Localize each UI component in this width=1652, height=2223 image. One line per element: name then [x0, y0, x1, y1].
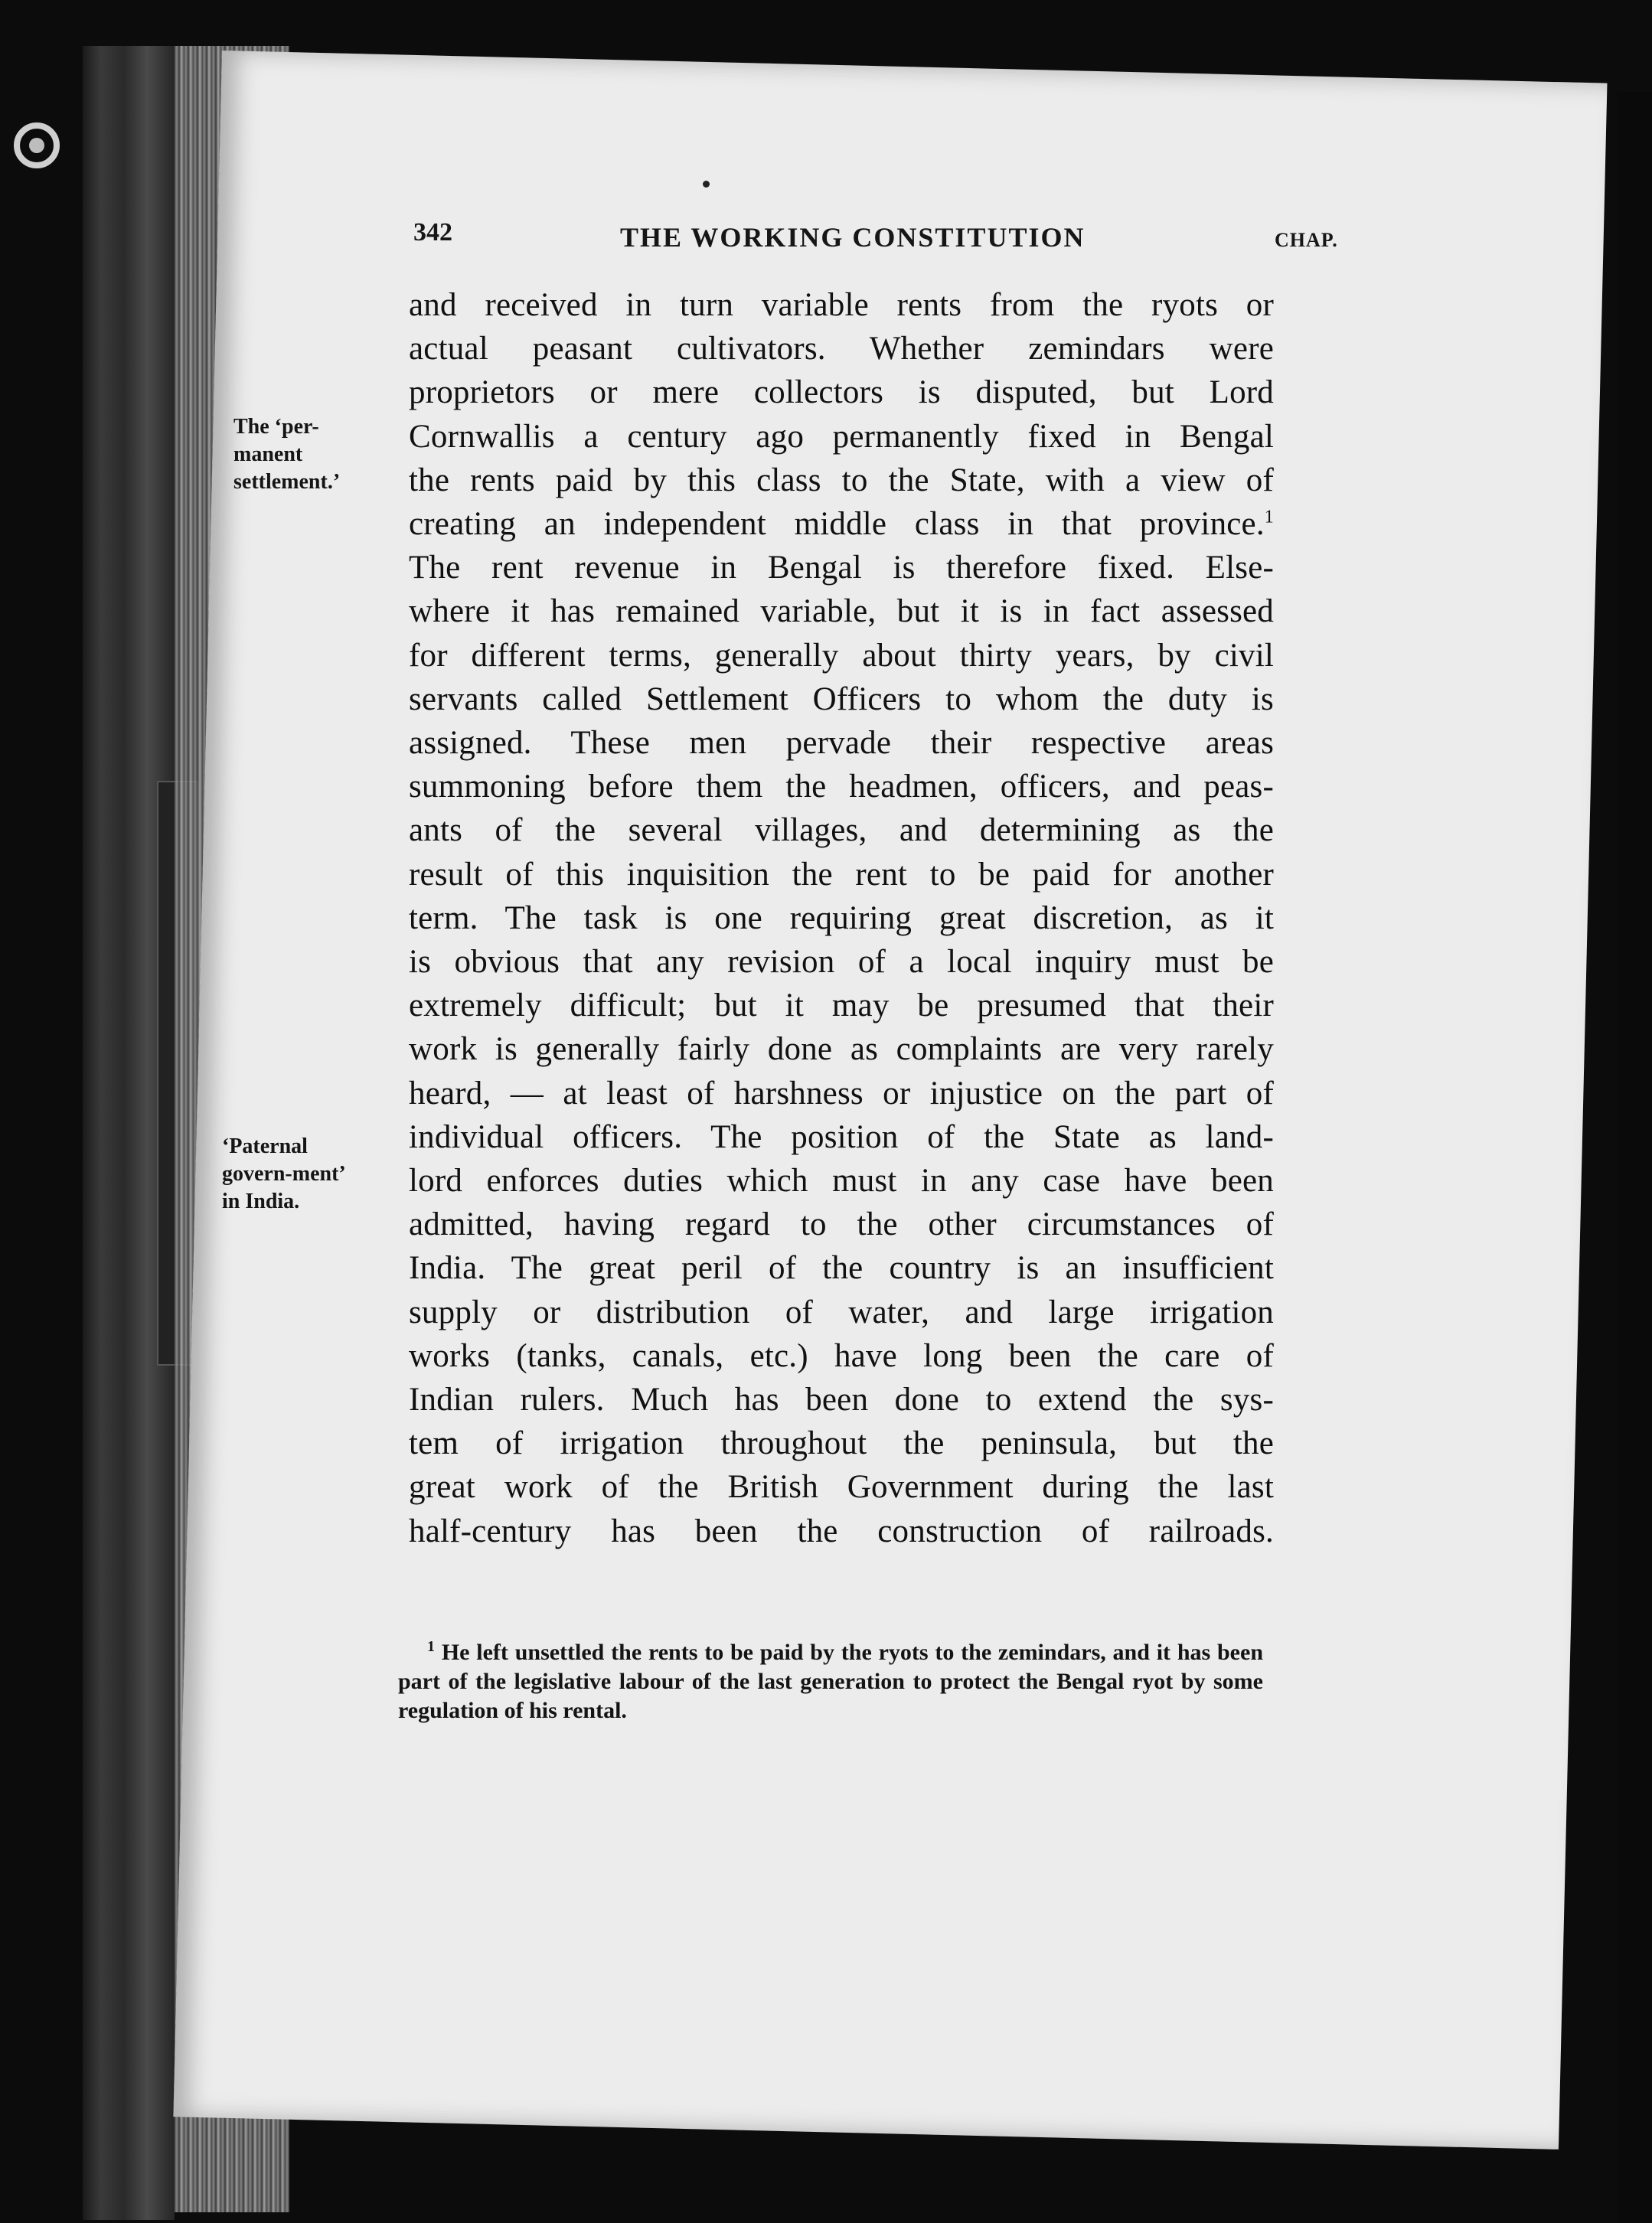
text-line: great work of the British Government during the last	[409, 1469, 1274, 1506]
text-line: tem of irrigation throughout the peninsula, but the	[409, 1425, 1274, 1462]
text-line: work is generally fairly done as complaints are very rarely	[409, 1031, 1274, 1068]
text-line: servants called Settlement Officers to whom the duty is	[409, 681, 1274, 717]
text-line: half-century has been the construction of railroads.	[409, 1513, 1274, 1549]
footnote	[398, 1638, 1263, 1725]
scan-blemish-icon	[6, 115, 67, 176]
text-line: result of this inquisition the rent to be paid for another	[409, 856, 1274, 893]
scan-border	[1617, 92, 1652, 2223]
text-line-with-ref	[409, 502, 1274, 546]
footnote-text: He left unsettled the rents to be paid by the ryots to the zemindars, and it has been part of the legislative labour of the last generation to protect the Bengal ryot by some regulation of his rental.	[398, 1640, 1264, 1723]
text-line: proprietors or mere collectors is disputed, but Lord	[409, 374, 1274, 411]
text-line: Indian rulers. Much has been done to extend the sys-	[409, 1382, 1274, 1418]
margin-note-paternal-government: ‘Paternal govern-ment’ in India.	[222, 1134, 344, 1213]
text-line: India. The great peril of the country is an insufficient	[409, 1250, 1274, 1287]
text-line: Cornwallis a century ago permanently fixed in Bengal	[409, 418, 1274, 455]
running-title: THE WORKING CONSTITUTION	[620, 222, 1086, 253]
ink-speck	[703, 181, 710, 188]
text-line: actual peasant cultivators. Whether zemindars were	[409, 331, 1274, 367]
text-line: assigned. These men pervade their respective areas	[409, 725, 1274, 762]
footnote-reference[interactable]: 1	[1264, 507, 1274, 527]
text-line: where it has remained variable, but it is in fact assessed	[409, 593, 1274, 630]
text-line: summoning before them the headmen, officers, and peas-	[409, 769, 1274, 805]
text-line: admitted, having regard to the other circumstances of	[409, 1206, 1274, 1243]
text-line: term. The task is one requiring great discretion, as it	[409, 899, 1274, 936]
text-line: heard, — at least of harshness or injustice on the part of	[409, 1075, 1274, 1112]
text-line: is obvious that any revision of a local inquiry must be	[409, 944, 1274, 981]
text-line: the rents paid by this class to the State, with a view of	[409, 462, 1274, 498]
text-line: individual officers. The position of the State as land-	[409, 1118, 1274, 1155]
text-line: ants of the several villages, and determining as the	[409, 812, 1274, 849]
margin-note-permanent-settlement: The ‘per-manent settlement.’	[233, 415, 341, 494]
text-line: The rent revenue in Bengal is therefore fixed. Else-	[409, 550, 1274, 586]
text-line: supply or distribution of water, and large irrigation	[409, 1294, 1274, 1330]
text-line: lord enforces duties which must in any case have been	[409, 1163, 1274, 1200]
text-line: and received in turn variable rents from the ryots or	[409, 287, 1274, 323]
text-line: for different terms, generally about thirty years, by civil	[409, 637, 1274, 674]
text-line: works (tanks, canals, etc.) have long been the care of	[409, 1337, 1274, 1374]
page-number: 342	[413, 218, 452, 246]
text-line: extremely difficult; but it may be presumed that their	[409, 987, 1274, 1024]
footnote-mark: 1	[427, 1638, 435, 1655]
chapter-abbrev: CHAP.	[1275, 229, 1338, 251]
text-line: creating an independent middle class in that province.	[409, 506, 1265, 543]
page-header	[413, 218, 1338, 264]
body-text	[409, 283, 1274, 1553]
